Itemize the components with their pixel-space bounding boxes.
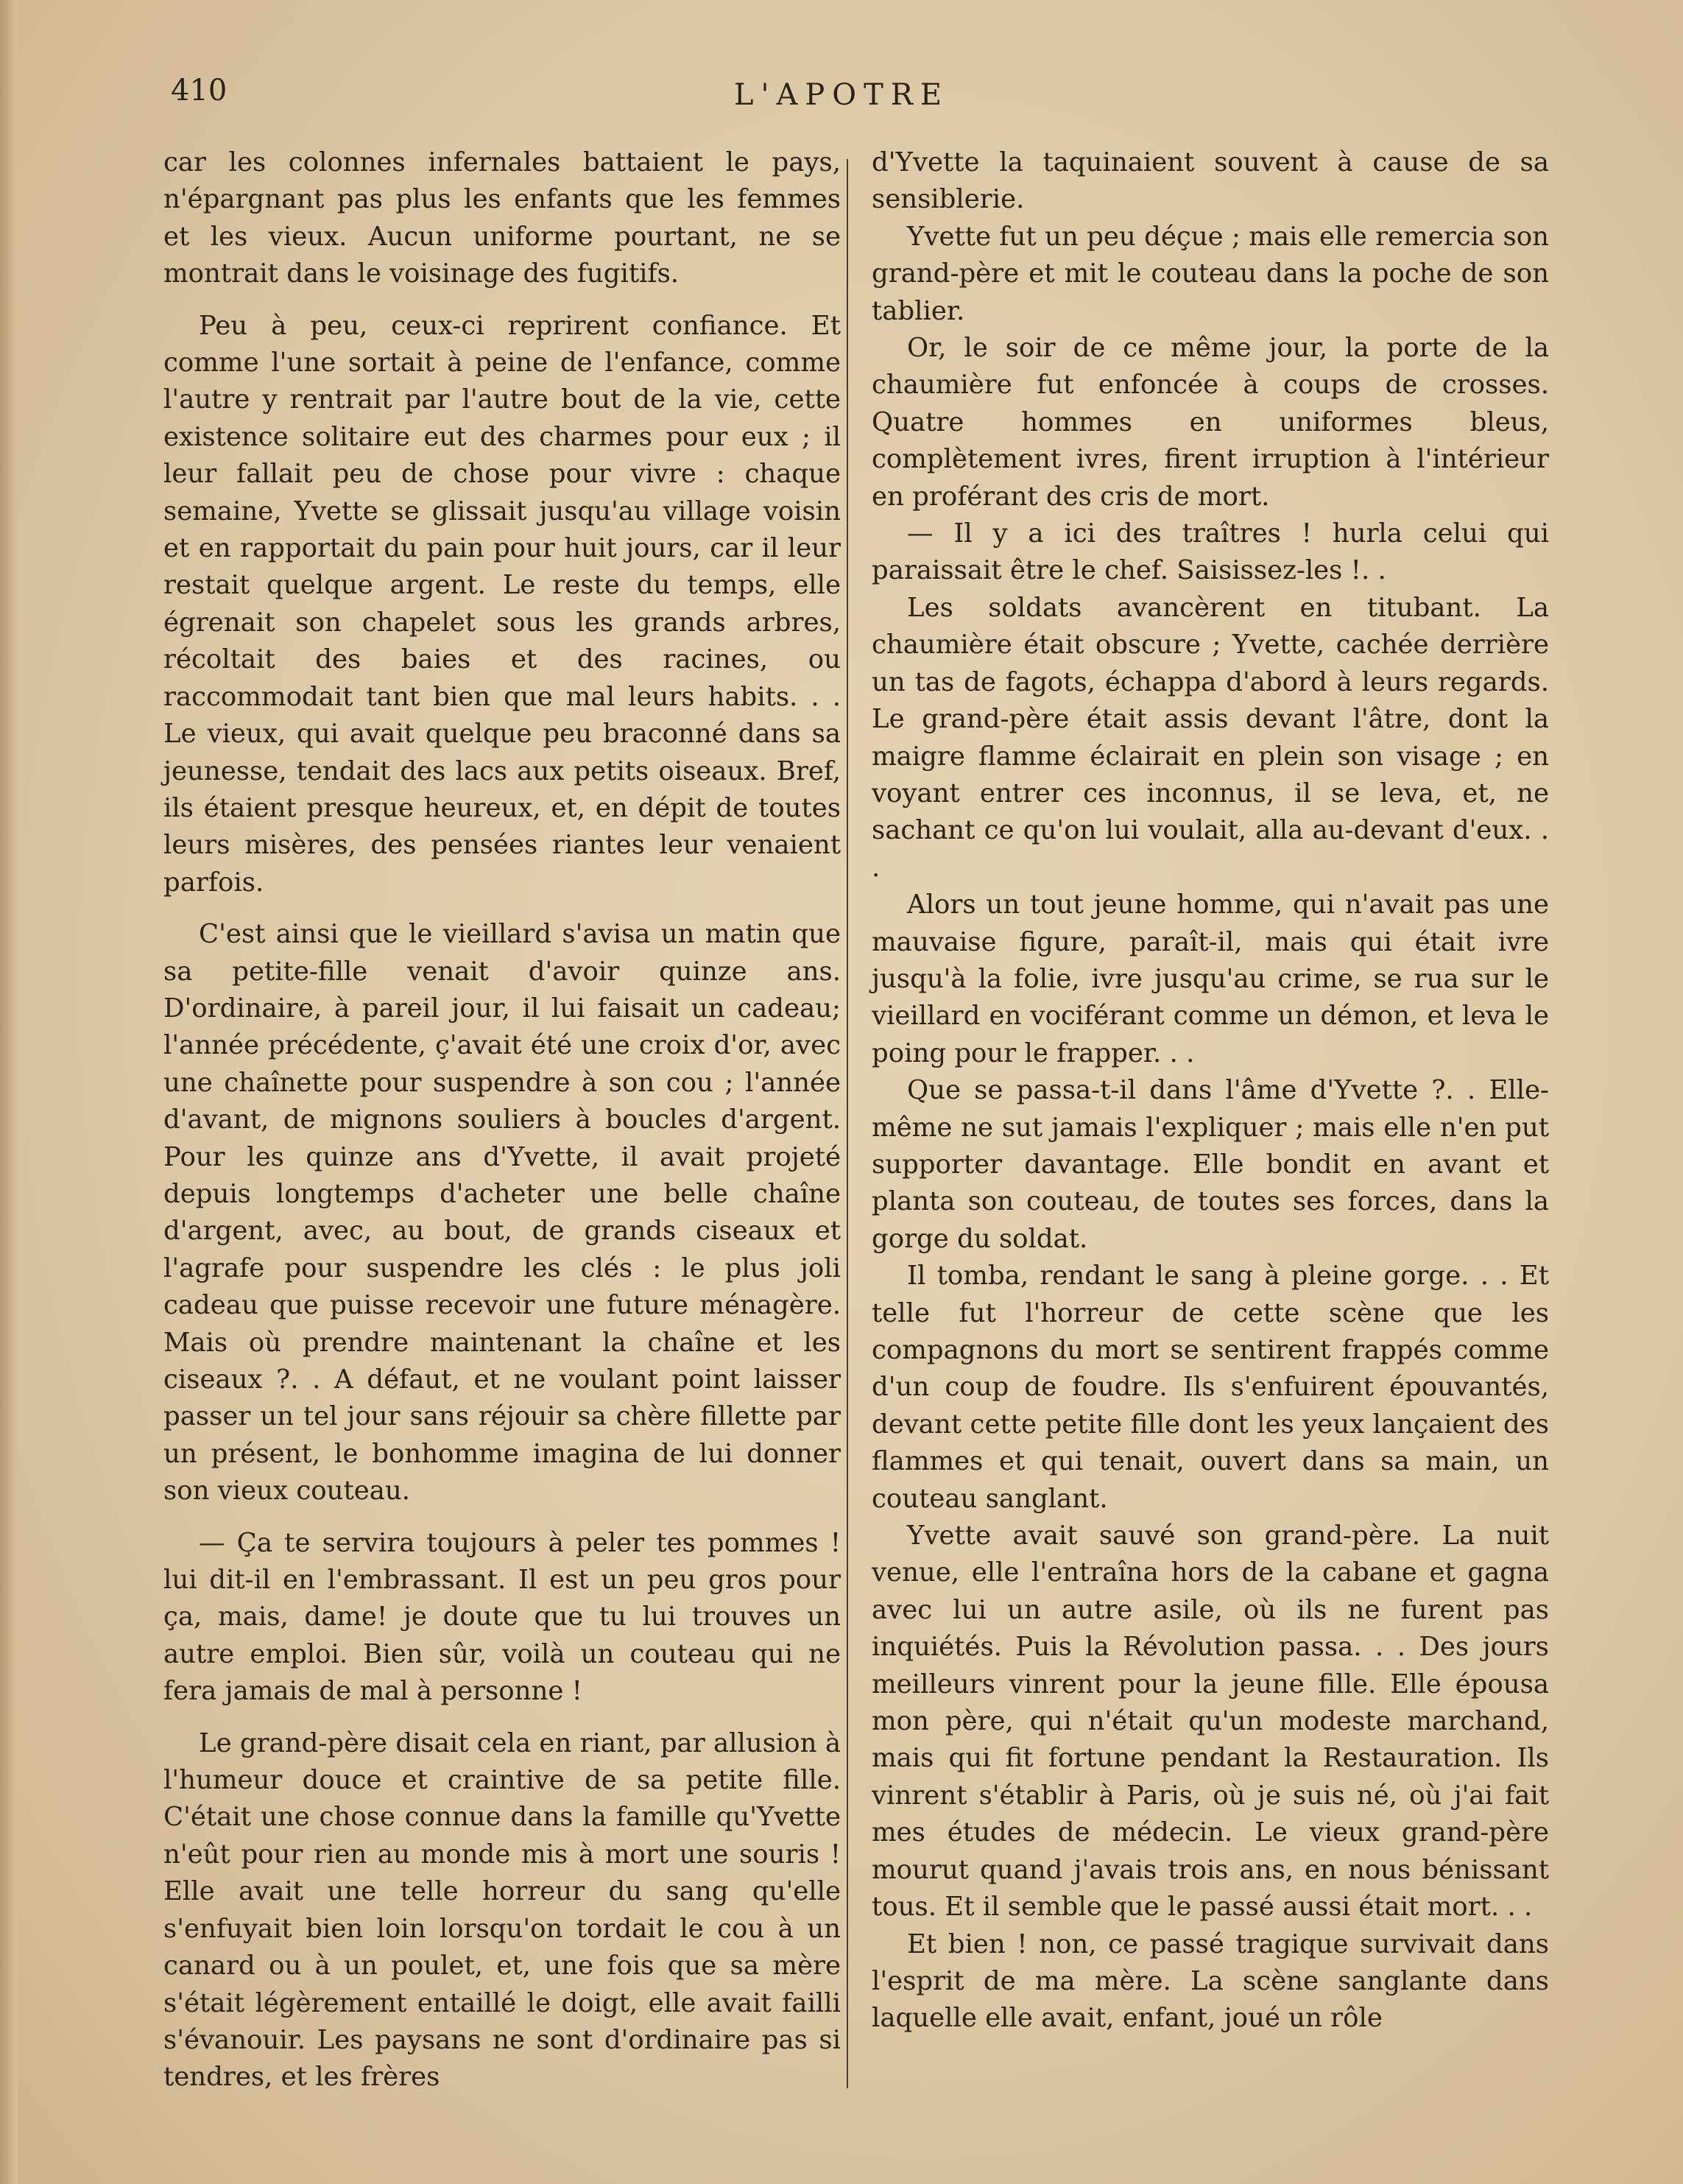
left-column [163, 144, 841, 2096]
page-edge [0, 0, 18, 2184]
paragraph: Les soldats avancèrent en titubant. La chaumière était obscure ; Yvette, cachée derrière un tas de fagots, échappa d'abord à leurs regards. Le grand-père était assis devant l'âtre, dont la maigre flamme éclairait en plein son visage ; en voyant entrer ces inconnus, il se leva, et, ne sachant ce qu'on lui voulait, alla au-devant d'eux. . . [872, 592, 1549, 883]
paragraph: car les colonnes infernales battaient le pays, n'épargnant pas plus les enfants que les femmes et les vieux. Aucun uniforme pourtant, ne se montrait dans le voisinage des fugitifs. [163, 147, 841, 289]
paragraph: d'Yvette la taquinaient souvent à cause de sa sensiblerie. [872, 147, 1549, 215]
paragraph: Il tomba, rendant le sang à pleine gorge. . . Et telle fut l'horreur de cette scène que les compagnons du mort se sentirent frappés comme d'un coup de foudre. Ils s'enfuirent épouvantés, devant cette petite fille dont les yeux lançaient des flammes et qui tenait, ouvert dans sa main, un couteau sanglant. [872, 1261, 1549, 1514]
paragraph: C'est ainsi que le vieillard s'avisa un matin que sa petite-fille venait d'avoir quinze ans. D'ordinaire, à pareil jour, il lui faisait un cadeau; l'année précédente, ç'avait été une croix d'or, avec une chaînette pour suspendre à son cou ; l'année d'avant, de mignons souliers à boucles d'argent. Pour les quinze ans d'Yvette, il avait projeté depuis longtemps d'acheter une belle chaîne d'argent, avec, au bout, de grands ciseaux et l'agrafe pour suspendre les clés : le plus joli cadeau que puisse recevoir une future ménagère. Mais où prendre maintenant la chaîne et les ciseaux ?. . A défaut, et ne voulant point laisser passer un tel jour sans réjouir sa chère fillette par un présent, le bonhomme imagina de lui donner son vieux couteau. [163, 919, 841, 1507]
page-number: 410 [171, 74, 227, 108]
paragraph: — Ça te servira toujours à peler tes pommes ! lui dit-il en l'embrassant. Il est un peu gros pour ça, mais, dame! je doute que tu lui trouves un autre emploi. Bien sûr, voilà un couteau qui ne fera jamais de mal à personne ! [163, 1527, 841, 1707]
paragraph: Que se passa-t-il dans l'âme d'Yvette ?. . Elle-même ne sut jamais l'expliquer ; mais elle n'en put supporter davantage. Elle bondit en avant et planta son couteau, de toutes ses forces, dans la gorge du soldat. [872, 1075, 1549, 1254]
paragraph: Yvette avait sauvé son grand-père. La nuit venue, elle l'entraîna hors de la cabane et gagna avec lui un autre asile, où ils ne furent pas inquiétés. Puis la Révolution passa. . . Des jours meilleurs vinrent pour la jeune fille. Elle épousa mon père, qui n'était qu'un modeste marchand, mais qui fit fortune pendant la Restauration. Ils vinrent s'établir à Paris, où je suis né, où j'ai fait mes études de médecin. Le vieux grand-père mourut quand j'avais trois ans, en nous bénissant tous. Et il semble que le passé aussi était mort. . . [872, 1521, 1549, 1923]
paragraph: Yvette fut un peu déçue ; mais elle remercia son grand-père et mit le couteau dans la poche de son tablier. [872, 221, 1549, 326]
paragraph: — Il y a ici des traîtres ! hurla celui qui paraissait être le chef. Saisissez-les !. . [872, 518, 1549, 586]
paragraph: Or, le soir de ce même jour, la porte de la chaumière fut enfoncée à coups de crosses. Quatre hommes en uniformes bleus, complètement ivres, firent irruption à l'intérieur en proférant des cris de mort. [872, 333, 1549, 512]
paragraph: Peu à peu, ceux-ci reprirent confiance. Et comme l'une sortait à peine de l'enfance, comme l'autre y rentrait par l'autre bout de la vie, cette existence solitaire eut des charmes pour eux ; il leur fallait peu de chose pour vivre : chaque semaine, Yvette se glissait jusqu'au village voisin et en rapportait du pain pour huit jours, car il leur restait quelque argent. Le reste du temps, elle égrenait son chapelet sous les grands arbres, récoltait des baies et des racines, ou raccommodait tant bien que mal leurs habits. . . Le vieux, qui avait quelque peu braconné dans sa jeunesse, tendait des lacs aux petits oiseaux. Bref, ils étaient presque heureux, et, en dépit de toutes leurs misères, des pensées riantes leur venaient parfois. [163, 310, 841, 898]
right-column [872, 144, 1549, 2037]
column-rule [847, 159, 848, 2088]
running-title: L'APOTRE [733, 78, 950, 112]
paragraph: Et bien ! non, ce passé tragique survivait dans l'esprit de ma mère. La scène sanglante dans laquelle elle avait, enfant, joué un rôle [872, 1928, 1549, 2034]
paragraph: Le grand-père disait cela en riant, par allusion à l'humeur douce et craintive de sa petite fille. C'était une chose connue dans la famille qu'Yvette n'eût pour rien au monde mis à mort une souris ! Elle avait une telle horreur du sang qu'elle s'enfuyait bien loin lorsqu'on tordait le cou à un canard ou à un poulet, et, une fois que sa mère s'était légèrement entaillé le doigt, elle avait failli s'évanouir. Les paysans ne sont d'ordinaire pas si tendres, et les frères [163, 1727, 841, 2093]
paragraph: Alors un tout jeune homme, qui n'avait pas une mauvaise figure, paraît-il, mais qui était ivre jusqu'à la folie, ivre jusqu'au crime, se rua sur le vieillard en vociférant comme un démon, et leva le poing pour le frapper. . . [872, 890, 1549, 1068]
